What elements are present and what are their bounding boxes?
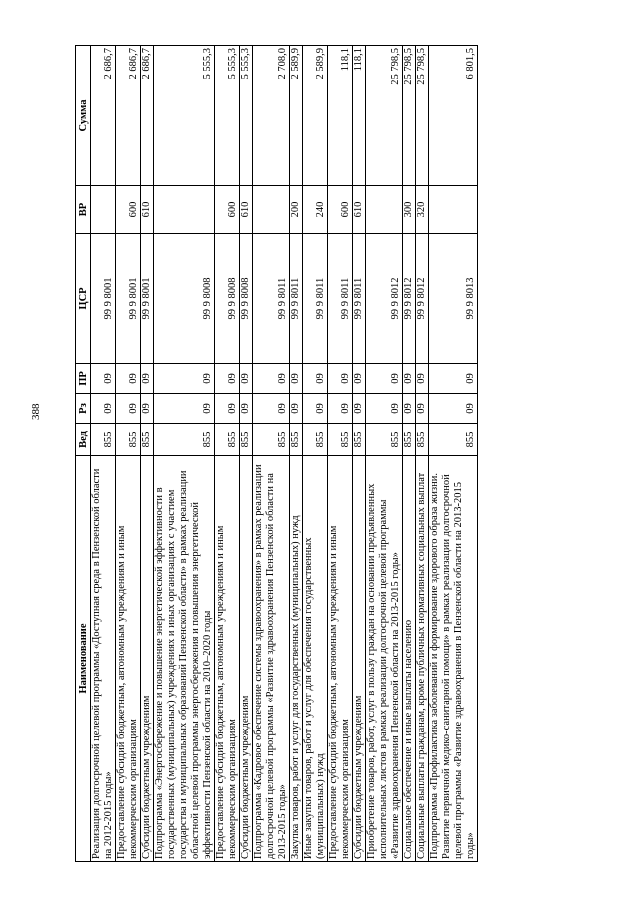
- cell-rz: 09: [353, 394, 366, 424]
- cell-vr: 610: [141, 186, 154, 234]
- cell-csr: 99 9 8011: [353, 234, 366, 364]
- cell-name: Иные закупки товаров, работ и услуг для обеспечения государственных (муниципальных) нужд: [303, 456, 328, 862]
- header-ved: Вед: [76, 424, 91, 456]
- cell-vr: 600: [116, 186, 141, 234]
- cell-sum: 25 798,5: [403, 46, 416, 186]
- header-rz: Рз: [76, 394, 91, 424]
- cell-sum: 2 686,7: [141, 46, 154, 186]
- cell-ved: 855: [91, 424, 116, 456]
- header-vr: ВР: [76, 186, 91, 234]
- cell-csr: 99 9 8008: [154, 234, 215, 364]
- cell-pr: 09: [290, 364, 303, 394]
- cell-sum: 2 589,9: [290, 46, 303, 186]
- cell-name: Закупка товаров, работ и услуг для государственных (муниципальных) нужд: [290, 456, 303, 862]
- cell-vr: 200: [290, 186, 303, 234]
- cell-pr: 09: [154, 364, 215, 394]
- cell-ved: 855: [416, 424, 429, 456]
- budget-table: [75, 45, 478, 862]
- header-name: Наименование: [76, 456, 91, 862]
- cell-sum: 118,1: [328, 46, 353, 186]
- cell-vr: 610: [240, 186, 253, 234]
- cell-csr: 99 9 8008: [240, 234, 253, 364]
- cell-sum: 6 801,5: [429, 46, 478, 186]
- cell-ved: 855: [353, 424, 366, 456]
- table-row: [416, 46, 429, 862]
- cell-csr: 99 9 8011: [253, 234, 290, 364]
- page-number: 388: [30, 403, 42, 420]
- cell-name: Реализация долгосрочной целевой программы «Доступная среда в Пензенской области на 2012-2015 годы»: [91, 456, 116, 862]
- cell-vr: 610: [353, 186, 366, 234]
- cell-rz: 09: [141, 394, 154, 424]
- cell-pr: 09: [253, 364, 290, 394]
- cell-csr: 99 9 8013: [429, 234, 478, 364]
- cell-pr: 09: [303, 364, 328, 394]
- table-header-row: [76, 46, 91, 862]
- table-row: [403, 46, 416, 862]
- cell-csr: 99 9 8011: [328, 234, 353, 364]
- cell-ved: 855: [328, 424, 353, 456]
- cell-csr: 99 9 8011: [290, 234, 303, 364]
- cell-name: Предоставление субсидий бюджетным, автономным учреждениям и иным некоммерческим организациям: [328, 456, 353, 862]
- cell-rz: 09: [366, 394, 403, 424]
- cell-rz: 09: [416, 394, 429, 424]
- cell-sum: 2 686,7: [91, 46, 116, 186]
- table-row: [154, 46, 215, 862]
- table-row: [429, 46, 478, 862]
- cell-pr: 09: [353, 364, 366, 394]
- cell-ved: 855: [141, 424, 154, 456]
- cell-pr: 09: [215, 364, 240, 394]
- cell-vr: 300: [403, 186, 416, 234]
- cell-sum: 25 798,5: [366, 46, 403, 186]
- cell-pr: 09: [240, 364, 253, 394]
- cell-sum: 118,1: [353, 46, 366, 186]
- cell-pr: 09: [328, 364, 353, 394]
- table-row: [116, 46, 141, 862]
- cell-vr: [91, 186, 116, 234]
- cell-vr: [429, 186, 478, 234]
- cell-csr: 99 9 8001: [116, 234, 141, 364]
- cell-vr: [253, 186, 290, 234]
- cell-name: Субсидии бюджетным учреждениям: [141, 456, 154, 862]
- cell-rz: 09: [290, 394, 303, 424]
- cell-name: Предоставление субсидий бюджетным, автономным учреждениям и иным некоммерческим организациям: [116, 456, 141, 862]
- cell-vr: 600: [215, 186, 240, 234]
- cell-vr: [154, 186, 215, 234]
- cell-ved: 855: [154, 424, 215, 456]
- cell-name: Социальное обеспечение и иные выплаты населению: [403, 456, 416, 862]
- cell-vr: 320: [416, 186, 429, 234]
- table-row: [215, 46, 240, 862]
- cell-ved: 855: [253, 424, 290, 456]
- cell-csr: 99 9 8008: [215, 234, 240, 364]
- table-row: [366, 46, 403, 862]
- cell-sum: 5 555,3: [154, 46, 215, 186]
- cell-sum: 2 686,7: [116, 46, 141, 186]
- cell-pr: 09: [366, 364, 403, 394]
- table-row: [91, 46, 116, 862]
- table-row: [353, 46, 366, 862]
- cell-csr: 99 9 8011: [303, 234, 328, 364]
- cell-ved: 855: [215, 424, 240, 456]
- cell-rz: 09: [154, 394, 215, 424]
- cell-rz: 09: [303, 394, 328, 424]
- cell-sum: 5 555,3: [240, 46, 253, 186]
- cell-name: Подпрограмма «Профилактика заболеваний и формирование здорового образа жизни. Развитие первичной медико-санитарной помощи» в рамках реализации долгосрочной целевой программы «Развитие здравоохранения в Пензенской области на 2013-2015 годы»: [429, 456, 478, 862]
- cell-vr: 600: [328, 186, 353, 234]
- cell-ved: 855: [303, 424, 328, 456]
- cell-pr: 09: [91, 364, 116, 394]
- cell-name: Подпрограмма «Кадровое обеспечение системы здравоохранения» в рамках реализации долгосрочной целевой программы «Развитие здравоохранения Пензенской области на 2013-2015 годы»: [253, 456, 290, 862]
- cell-ved: 855: [240, 424, 253, 456]
- cell-pr: 09: [403, 364, 416, 394]
- cell-csr: 99 9 8012: [416, 234, 429, 364]
- cell-ved: 855: [116, 424, 141, 456]
- cell-sum: 5 555,3: [215, 46, 240, 186]
- cell-rz: 09: [403, 394, 416, 424]
- cell-csr: 99 9 8012: [403, 234, 416, 364]
- header-sum: Сумма: [76, 46, 91, 186]
- cell-name: Субсидии бюджетным учреждениям: [240, 456, 253, 862]
- cell-rz: 09: [91, 394, 116, 424]
- table-row: [328, 46, 353, 862]
- cell-rz: 09: [215, 394, 240, 424]
- cell-ved: 855: [429, 424, 478, 456]
- table-row: [303, 46, 328, 862]
- cell-csr: 99 9 8001: [141, 234, 154, 364]
- cell-rz: 09: [429, 394, 478, 424]
- cell-rz: 09: [116, 394, 141, 424]
- table-row: [240, 46, 253, 862]
- cell-vr: 240: [303, 186, 328, 234]
- cell-ved: 855: [366, 424, 403, 456]
- cell-sum: 2 589,9: [303, 46, 328, 186]
- rotated-page-content: [75, 46, 630, 862]
- cell-name: Предоставление субсидий бюджетным, автономным учреждениям и иным некоммерческим организациям: [215, 456, 240, 862]
- cell-pr: 09: [416, 364, 429, 394]
- table-row: [253, 46, 290, 862]
- cell-pr: 09: [141, 364, 154, 394]
- cell-rz: 09: [240, 394, 253, 424]
- cell-pr: 09: [116, 364, 141, 394]
- cell-name: Подпрограмма «Энергосбережение и повышение энергетической эффективности в государственных (муниципальных) учреждениях и иных организациях с участием государства и муниципальных образований Пензенской области» в рамках реализации областной целевой программы энергосбережения и повышения энергетической эффективности Пензенской области на 2010–2020 годы: [154, 456, 215, 862]
- cell-ved: 855: [290, 424, 303, 456]
- cell-name: Приобретение товаров, работ, услуг в пользу граждан на основании предъявленных исполнительных листов в рамках реализации долгосрочной целевой программы «Развитие здравоохранения Пензенской области на 2013-2015 годы»: [366, 456, 403, 862]
- header-csr: ЦСР: [76, 234, 91, 364]
- cell-sum: 25 798,5: [416, 46, 429, 186]
- cell-name: Субсидии бюджетным учреждениям: [353, 456, 366, 862]
- table-row: [290, 46, 303, 862]
- cell-csr: 99 9 8001: [91, 234, 116, 364]
- cell-pr: 09: [429, 364, 478, 394]
- table-row: [141, 46, 154, 862]
- cell-sum: 2 708,0: [253, 46, 290, 186]
- cell-csr: 99 9 8012: [366, 234, 403, 364]
- cell-ved: 855: [403, 424, 416, 456]
- cell-rz: 09: [328, 394, 353, 424]
- cell-name: Социальные выплаты гражданам, кроме публичных нормативных социальных выплат: [416, 456, 429, 862]
- cell-vr: [366, 186, 403, 234]
- header-pr: ПР: [76, 364, 91, 394]
- cell-rz: 09: [253, 394, 290, 424]
